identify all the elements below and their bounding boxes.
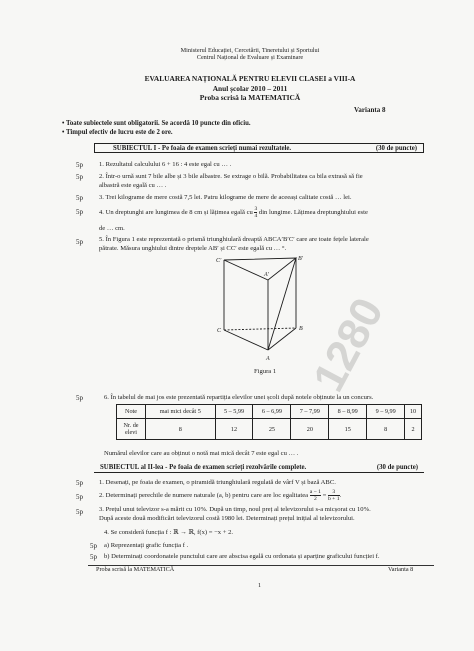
fraction-a-minus-1: $\frac{a - 1}{2}$ [309,489,321,502]
question-1-2: 2. Într-o urnă sunt 7 bile albe și 3 bile albastre. Se extrage o bilă. Probabilitatea ca bila extrasă să fie albastră este egală cu … . [99,173,363,189]
table-header-row: Note mai mici decât 5 5 – 5,99 6 – 6,99 7 – 7,99 8 – 8,99 9 – 9,99 10 [117,405,422,419]
edge-ab [268,328,296,350]
question-2-4a: a) Reprezentați grafic funcția f . [104,542,189,549]
edge-ca [224,330,268,350]
label-a: A [266,356,270,362]
mark-q6: 5p [76,394,83,402]
label-b: B [299,326,303,332]
label-b1: B′ [298,256,303,262]
label-c1: C′ [216,258,222,264]
subject2-header [94,463,424,473]
question-2-3: 3. Prețul unui televizor s-a mărit cu 10%. După un timp, noul preț al televizorului s-a micșorat cu 10%. După aceste două modificări televizorul costă 1980 lei. Determinați prețul inițial al televizorului. [99,506,371,522]
label-c: C [217,328,222,334]
question-1-4: 4. Un dreptunghi are lungimea de 8 cm și lățimea egală cu $\frac{3}{4}$ din lungime. Lățimea dreptunghiului este de … cm. [99,206,368,232]
subject1-points: (30 de puncte) [375,145,417,152]
question-1-6: 6. În tabelul de mai jos este prezentată repartiția elevilor unei școli după notele obținute la un concurs. [104,394,374,401]
subject1-header [94,143,424,153]
instruction-item: • Timpul efectiv de lucru este de 2 ore. [62,128,173,136]
mark-q5: 5p [76,238,83,246]
bullet: • [62,120,65,127]
label-a1: A′ [264,272,269,278]
school-year: Anul școlar 2010 – 2011 [212,83,288,93]
exam-title: EVALUAREA NAȚIONALĂ PENTRU ELEVII CLASEI a VIII-A [144,74,356,83]
fraction-3-over-b-plus-1: $\frac{3}{b + 1}$ [327,489,340,502]
question-2-4b: b) Determinați coordonatele punctului care are abscisa egală cu ordonata și aparține graficului funcției f. [104,553,380,560]
mark-q1: 5p [76,161,83,169]
mark-s2-q4a: 5p [90,542,97,550]
question-1-1: 1. Rezultatul calculului 6 + 16 : 4 este egal cu … . [99,161,232,168]
ministry-header [160,47,340,62]
center-name: Centrul Național de Evaluare și Examinare [196,54,304,62]
table-row: Nr. de elevi 8 12 25 20 15 8 2 [117,419,422,440]
subject1-title: SUBIECTUL I - Pe foaia de examen scrieți numai rezultatele. [113,145,292,152]
mark-s2-q4b: 5p [90,553,97,561]
prism-top-face [224,258,296,280]
mark-s2-q2: 5p [76,493,83,501]
subject2-title: SUBIECTUL al II-lea - Pe foaia de examen scrieți rezolvările complete. [100,464,307,471]
mark-s2-q3: 5p [76,508,83,516]
fraction-three-quarters: $\frac{3}{4}$ [254,206,258,219]
ministry-name: Ministerul Educației, Cercetării, Tineretului și Sportului [180,47,320,54]
footer-left: Proba scrisă la MATEMATICĂ [96,566,175,573]
question-1-3: 3. Trei kilograme de mere costă 7,5 lei. Patru kilograme de mere de aceeași calitate costă … lei. [99,194,352,201]
question-1-6-tail: Numărul elevilor care au obținut o notă mai mică decât 7 este egal cu … . [104,450,299,457]
subject2-points: (30 de puncte) [376,464,418,471]
instruction-item: • Toate subiectele sunt obligatorii. Se acordă 10 puncte din oficiu. [62,120,251,127]
question-2-4: 4. Se consideră funcția f : ℝ → ℝ, f(x) = −x + 2. [104,529,234,536]
grades-table [116,404,422,440]
figure-1-prism [210,252,320,364]
edge-cb-hidden [224,328,296,330]
question-1-5: 5. În Figura 1 este reprezentată o prismă triunghiulară dreaptă ABCA′B′C′ care are toate fețele laterale pătrate. Măsura unghiului dintre dreptele AB′ și CC′ este egală cu … °. [99,236,369,252]
mark-q3: 5p [76,194,83,202]
page-number: 1 [258,582,262,589]
question-2-2: 2. Determinați perechile de numere naturale (a, b) pentru care are loc egalitatea $\frac{a - 1}{2}$ = $\frac{3}{b + 1}$ . [99,489,342,502]
instructions [62,120,392,137]
exam-title-block [100,74,400,103]
variant-label: Varianta 8 [354,106,386,114]
mark-s2-q1: 5p [76,479,83,487]
segment-ab1 [268,258,296,350]
bullet: • [62,128,65,136]
footer-right: Varianta 8 [388,566,414,573]
question-2-1: 1. Desenați, pe foaia de examen, o piramidă triunghiulară regulată de vârf V și bază ABC. [99,479,336,486]
watermark-number: 1280 [303,290,394,400]
figure-caption: Figura 1 [254,368,277,375]
mark-q4: 5p [76,208,83,216]
mark-q2: 5p [76,173,83,181]
exam-subject: Proba scrisă la MATEMATICĂ [199,93,301,103]
